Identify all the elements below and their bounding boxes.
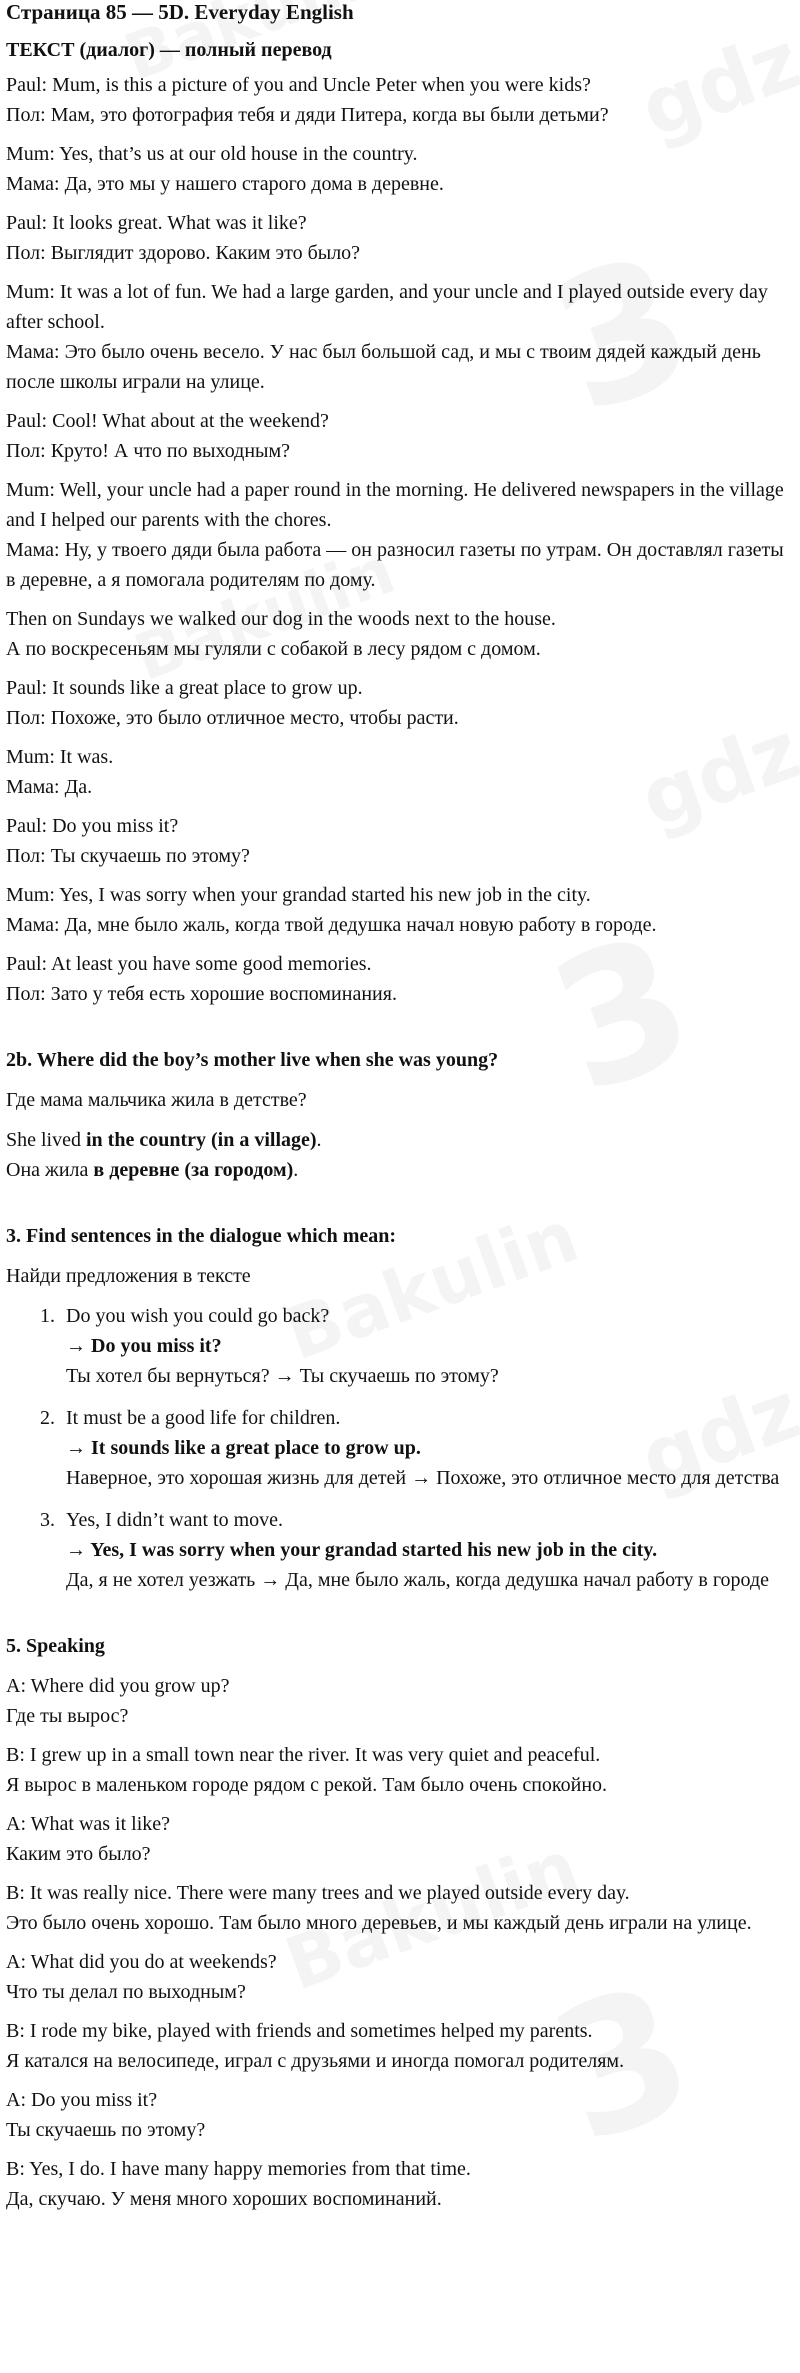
speaking-ru: Это было очень хорошо. Там было много деревьев, и мы каждый день играли на улице. [6,1912,752,1934]
dialogue-en: Mum: It was. [6,746,114,768]
speaking-ru: Каким это было? [6,1843,151,1865]
item-question: 2. It must be a good life for children. [66,1407,341,1429]
dialogue-ru: Пол: Круто! А что по выходным? [6,440,291,462]
speaking-en: B: I rode my bike, played with friends and sometimes helped my parents. [6,2020,593,2042]
speaking-en: B: Yes, I do. I have many happy memories from that time. [6,2158,471,2180]
dialogue-en: Mum: Yes, that’s us at our old house in the country. [6,143,418,165]
answer-ru-prefix: Она жила [6,1159,94,1181]
section-3-subtitle-ru: Найди предложения в тексте [6,1265,251,1287]
page-title: Страница 85 — 5D. Everyday English [6,0,354,24]
dialogue-ru: А по воскресеньям мы гуляли с собакой в лесу рядом с домом. [6,638,541,660]
dialogue-line [6,811,794,871]
dialogue-ru: Пол: Ты скучаешь по этому? [6,845,250,867]
dialogue-ru: Мама: Да, мне было жаль, когда твой дедушка начал новую работу в городе. [6,914,657,936]
section-2b-answer [6,1125,794,1185]
dialogue-line [6,208,794,268]
speaking-line [6,2085,794,2145]
speaking-line [6,1671,794,1731]
speaking-ru: Где ты вырос? [6,1705,129,1727]
section-5-title: 5. Speaking [6,1635,105,1657]
dialogue-en: Paul: It looks great. What was it like? [6,212,307,234]
speaking-en: A: Do you miss it? [6,2089,158,2111]
item-question: 1. Do you wish you could go back? [66,1305,330,1327]
speaking-en: B: I grew up in a small town near the river. It was very quiet and peaceful. [6,1744,601,1766]
dialogue-en: Paul: It sounds like a great place to grow up. [6,677,363,699]
dialogue-ru: Пол: Выглядит здорово. Каким это было? [6,242,361,264]
item-translation: Ты хотел бы вернуться? → Ты скучаешь по этому? [66,1365,499,1387]
dialogue-line [6,673,794,733]
dialogue-en: Then on Sundays we walked our dog in the woods next to the house. [6,608,556,630]
section-3-list [6,1301,794,1595]
dialogue-en: Mum: Well, your uncle had a paper round in the morning. He delivered newspapers in the village and I helped our parents with the chores. [6,479,784,531]
speaking-line [6,2154,794,2214]
speaking-line [6,1809,794,1869]
speaking-dialogue [6,1671,794,2214]
dialogue-ru: Пол: Мам, это фотография тебя и дяди Питера, когда вы были детьми? [6,104,609,126]
dialogue-en: Mum: Yes, I was sorry when your grandad started his new job in the city. [6,884,591,906]
section-3-title: 3. Find sentences in the dialogue which mean: [6,1225,397,1247]
speaking-ru: Я катался на велосипеде, играл с друзьями и иногда помогал родителям. [6,2050,625,2072]
speaking-ru: Ты скучаешь по этому? [6,2119,206,2141]
dialogue-line [6,880,794,940]
dialogue [6,70,794,1009]
dialogue-heading: ТЕКСТ (диалог) — полный перевод [6,39,332,61]
dialogue-line [6,70,794,130]
dialogue-line [6,742,794,802]
dialogue-ru: Пол: Зато у тебя есть хорошие воспоминания. [6,983,397,1005]
speaking-line [6,1740,794,1800]
dialogue-line [6,406,794,466]
speaking-ru: Да, скучаю. У меня много хороших воспоминаний. [6,2188,442,2210]
speaking-en: B: It was really nice. There were many trees and we played outside every day. [6,1882,630,1904]
dialogue-en: Paul: Do you miss it? [6,815,179,837]
item-answer: → It sounds like a great place to grow up. [66,1437,421,1459]
item-translation: Наверное, это хорошая жизнь для детей → Похоже, это отличное место для детства [66,1467,780,1489]
speaking-ru: Что ты делал по выходным? [6,1981,246,2003]
dialogue-line [6,949,794,1009]
list-item [60,1505,794,1595]
dialogue-en: Mum: It was a lot of fun. We had a large garden, and your uncle and I played outside every day after school. [6,281,768,333]
list-item [60,1301,794,1391]
list-item [60,1403,794,1493]
item-answer: → Do you miss it? [66,1335,222,1357]
speaking-en: A: What was it like? [6,1813,171,1835]
section-2b-title: 2b. Where did the boy’s mother live when she was young? [6,1049,499,1071]
speaking-en: A: Where did you grow up? [6,1675,230,1697]
answer-en-bold: in the country (in a village) [86,1129,317,1151]
speaking-line [6,2016,794,2076]
answer-en [6,1125,794,1155]
dialogue-en: Paul: Mum, is this a picture of you and Uncle Peter when you were kids? [6,74,591,96]
item-translation: Да, я не хотел уезжать → Да, мне было жаль, когда дедушка начал работу в городе [66,1569,770,1591]
dialogue-ru: Мама: Да, это мы у нашего старого дома в деревне. [6,173,444,195]
speaking-ru: Я вырос в маленьком городе рядом с рекой. Там было очень спокойно. [6,1774,608,1796]
dialogue-line [6,475,794,595]
dialogue-ru: Мама: Это было очень весело. У нас был большой сад, и мы с твоим дядей каждый день после школы играли на улице. [6,341,761,393]
speaking-line [6,1878,794,1938]
item-question: 3. Yes, I didn’t want to move. [66,1509,284,1531]
speaking-en: A: What did you do at weekends? [6,1951,277,1973]
item-answer: → Yes, I was sorry when your grandad started his new job in the city. [66,1539,658,1561]
answer-ru-bold: в деревне (за городом) [93,1159,294,1181]
dialogue-en: Paul: Cool! What about at the weekend? [6,410,329,432]
answer-ru [6,1155,794,1185]
answer-en-suffix: . [316,1129,322,1151]
dialogue-line [6,139,794,199]
answer-en-prefix: She lived [6,1129,86,1151]
dialogue-ru: Пол: Похоже, это было отличное место, чтобы расти. [6,707,459,729]
answer-ru-suffix: . [293,1159,299,1181]
dialogue-line [6,277,794,397]
dialogue-ru: Мама: Да. [6,776,93,798]
dialogue-ru: Мама: Ну, у твоего дяди была работа — он разносил газеты по утрам. Он доставлял газеты в деревне, а я помогала родителям по дому. [6,539,784,591]
speaking-line [6,1947,794,2007]
dialogue-en: Paul: At least you have some good memories. [6,953,372,975]
section-2b-question-ru: Где мама мальчика жила в детстве? [6,1089,307,1111]
dialogue-line [6,604,794,664]
